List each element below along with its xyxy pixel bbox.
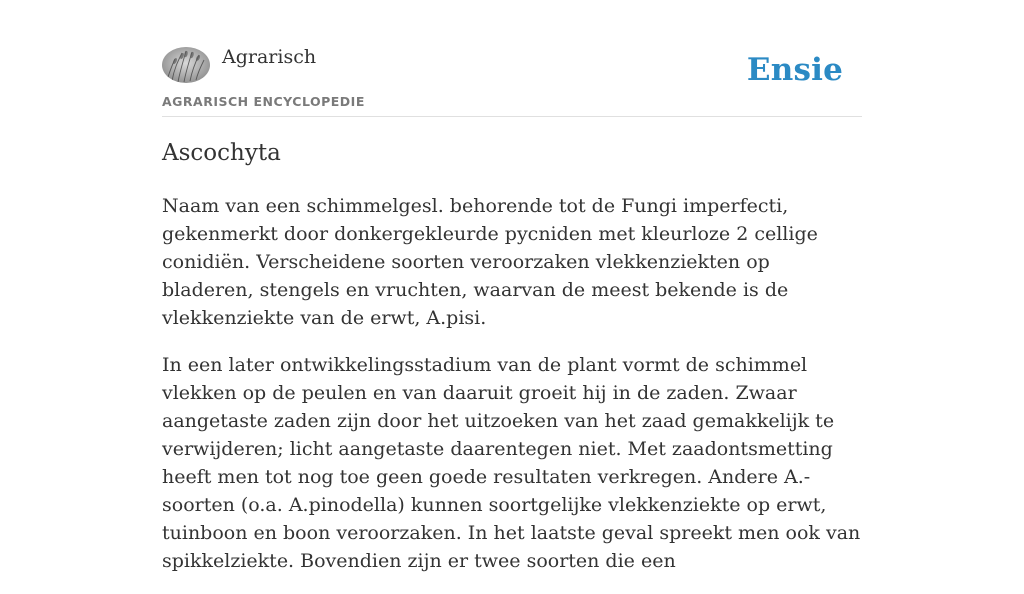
brand-logo[interactable]: Ensie (746, 52, 843, 88)
wheat-engraving-icon[interactable] (162, 47, 210, 83)
article-header (162, 44, 862, 117)
article-paragraph: In een later ontwikkelingsstadium van de plant vormt de schimmel vlekken op de peulen en van daaruit groeit hij in de zaden. Zwaar aangetaste zaden zijn door het uitzoeken van het zaad gemakkelijk te verwijderen; licht aangetaste daarentegen niet. Met zaadontsmetting heeft men tot nog toe geen goede resultaten verkregen. Andere A.-soorten (o.a. A.pinodella) kunnen soortgelijke vlekkenziekte op erwt, tuinboon en boon veroorzaken. In het laatste geval spreekt men ook van spikkelziekte. Bovendien zijn er twee soorten die een (162, 354, 861, 572)
source-name[interactable]: Agrarisch (222, 46, 317, 68)
source-subtitle[interactable]: AGRARISCH ENCYCLOPEDIE (162, 94, 365, 109)
article-paragraph: Naam van een schimmelgesl. behorende tot de Fungi imperfecti, gekenmerkt door donkergekleurde pycniden met kleurloze 2 cellige conidiën. Verscheidene soorten veroorzaken vlekkenziekten op bladeren, stengels en vruchten, waarvan de meest bekende is de vlekkenziekte van de erwt, A.pisi. (162, 195, 818, 329)
article-body (162, 192, 864, 594)
article-title: Ascochyta (162, 140, 281, 166)
